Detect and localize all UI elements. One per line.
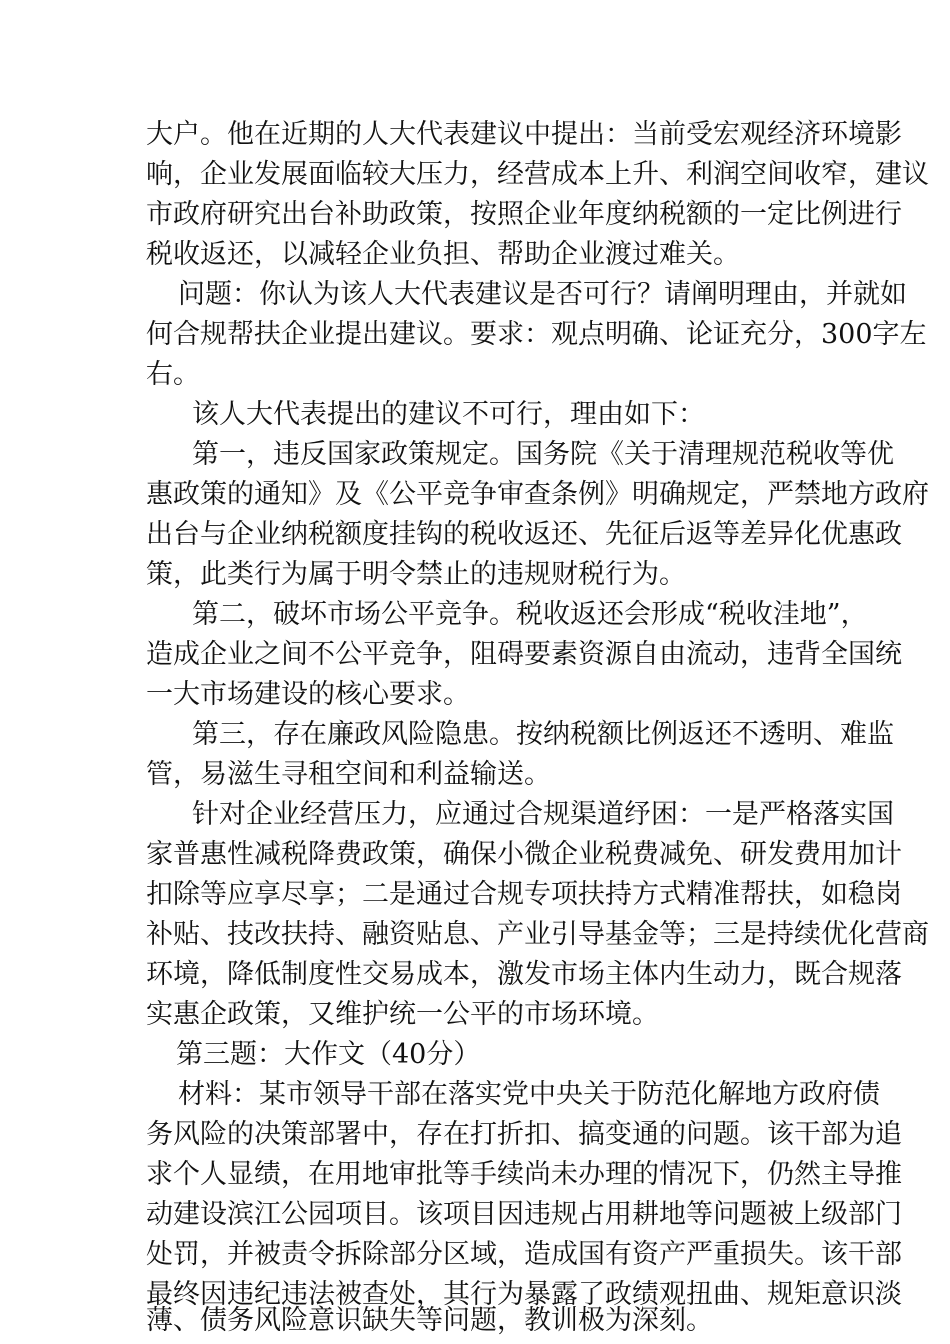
material-line: 务风险的决策部署中，存在打折扣、搞变通的问题。该干部为追 (146, 1119, 902, 1150)
question-line: 右。 (146, 359, 200, 390)
answer-line: 造成企业之间不公平竞争，阻碍要素资源自由流动，违背全国统 (146, 639, 902, 670)
answer-line: 管，易滋生寻租空间和利益输送。 (146, 759, 551, 790)
question-line: 何合规帮扶企业提出建议。要求：观点明确、论证充分，300字左 (146, 319, 927, 350)
answer-line: 第一，违反国家政策规定。国务院《关于清理规范税收等优 (192, 439, 894, 470)
answer-line: 扣除等应享尽享；二是通过合规专项扶持方式精准帮扶，如稳岗 (146, 879, 902, 910)
answer-line: 一大市场建设的核心要求。 (146, 679, 470, 710)
answer-line: 第二，破坏市场公平竞争。税收返还会形成“税收洼地”， (192, 599, 868, 630)
answer-line: 针对企业经营压力，应通过合规渠道纾困：一是严格落实国 (192, 799, 894, 830)
material-line: 最终因违纪违法被查处，其行为暴露了政绩观扭曲、规矩意识淡 (146, 1279, 902, 1310)
material-line: 求个人显绩，在用地审批等手续尚未办理的情况下，仍然主导推 (146, 1159, 902, 1190)
answer-line: 出台与企业纳税额度挂钩的税收返还、先征后返等差异化优惠政 (146, 519, 902, 550)
question-line: 问题：你认为该人大代表建议是否可行？请阐明理由，并就如 (178, 279, 907, 310)
answer-line: 实惠企政策，又维护统一公平的市场环境。 (146, 999, 659, 1030)
text-line: 税收返还，以减轻企业负担、帮助企业渡过难关。 (146, 239, 740, 270)
material-line: 动建设滨江公园项目。该项目因违规占用耕地等问题被上级部门 (146, 1199, 902, 1230)
answer-line: 环境，降低制度性交易成本，激发市场主体内生动力，既合规落 (146, 959, 902, 990)
text-line: 市政府研究出台补助政策，按照企业年度纳税额的一定比例进行 (146, 199, 902, 230)
answer-line: 惠政策的通知》及《公平竞争审查条例》明确规定，严禁地方政府 (146, 479, 929, 510)
material-line: 材料：某市领导干部在落实党中央关于防范化解地方政府债 (178, 1079, 880, 1110)
answer-line: 策，此类行为属于明令禁止的违规财税行为。 (146, 559, 686, 590)
answer-intro-line: 该人大代表提出的建议不可行，理由如下： (192, 399, 705, 430)
material-line: 薄、债务风险意识缺失等问题，教训极为深刻。 (146, 1305, 713, 1336)
material-line: 处罚，并被责令拆除部分区域，造成国有资产严重损失。该干部 (146, 1239, 902, 1270)
section-heading: 第三题：大作文（40分） (176, 1039, 481, 1070)
text-line: 大户。他在近期的人大代表建议中提出：当前受宏观经济环境影 (146, 119, 902, 150)
answer-line: 补贴、技改扶持、融资贴息、产业引导基金等；三是持续优化营商 (146, 919, 929, 950)
answer-line: 家普惠性减税降费政策，确保小微企业税费减免、研发费用加计 (146, 839, 902, 870)
text-line: 响，企业发展面临较大压力，经营成本上升、利润空间收窄，建议 (146, 159, 929, 190)
answer-line: 第三，存在廉政风险隐患。按纳税额比例返还不透明、难监 (192, 719, 894, 750)
